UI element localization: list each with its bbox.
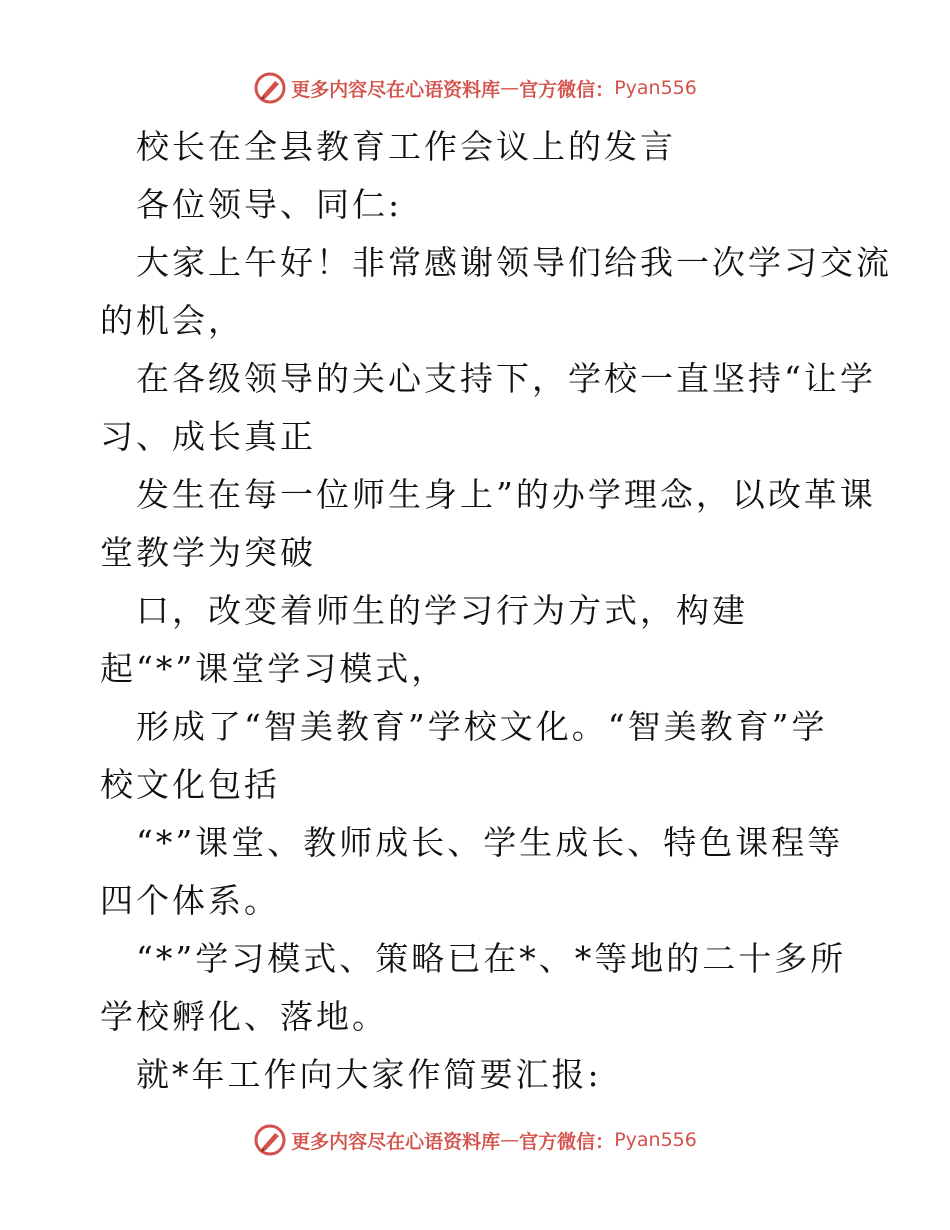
paragraph-line: 校文化包括 (100, 765, 280, 804)
footer-separator: — (500, 1129, 520, 1151)
header-wechat-label: 官方微信： (519, 78, 615, 101)
paragraph-line: 口，改变着师生的学习行为方式，构建 (136, 591, 748, 630)
paragraph-line: 形成了“智美教育”学校文化。“智美教育”学 (136, 707, 828, 746)
paragraph-line: 堂教学为突破 (100, 533, 316, 572)
footer-wechat-id: Pyan556 (614, 1129, 697, 1151)
paragraph-line: 的机会， (100, 301, 244, 340)
pen-logo-icon (253, 1123, 287, 1157)
paragraph-line: 在各级领导的关心支持下，学校一直坚持“让学 (136, 359, 876, 398)
header-separator: — (500, 77, 520, 99)
paragraph-line: “*”课堂、教师成长、学生成长、特色课程等 (136, 823, 844, 862)
paragraph-line: 大家上午好！非常感谢领导们给我一次学习交流 (136, 243, 892, 282)
paragraph-line: 发生在每一位师生身上”的办学理念，以改革课 (136, 475, 876, 514)
paragraph-line: 就*年工作向大家作简要汇报: (136, 1055, 602, 1094)
footer-site-text: 更多内容尽在心语资料库 (291, 1130, 501, 1153)
footer-watermark-banner (0, 1120, 950, 1160)
pen-logo-icon (253, 71, 287, 105)
document-title: 校长在全县教育工作会议上的发言 (136, 127, 676, 166)
header-watermark-banner (0, 68, 950, 108)
header-wechat-id: Pyan556 (614, 77, 697, 99)
footer-wechat-label: 官方微信： (519, 1130, 615, 1153)
paragraph-line: 四个体系。 (100, 881, 280, 920)
paragraph-line: 学校孵化、落地。 (100, 997, 388, 1036)
header-site-text: 更多内容尽在心语资料库 (291, 78, 501, 101)
paragraph-line: 起“*”课堂学习模式， (100, 649, 448, 688)
paragraph-line: 习、成长真正 (100, 417, 316, 456)
paragraph-line: “*”学习模式、策略已在*、*等地的二十多所 (136, 939, 847, 978)
salutation: 各位领导、同仁: (136, 185, 403, 224)
